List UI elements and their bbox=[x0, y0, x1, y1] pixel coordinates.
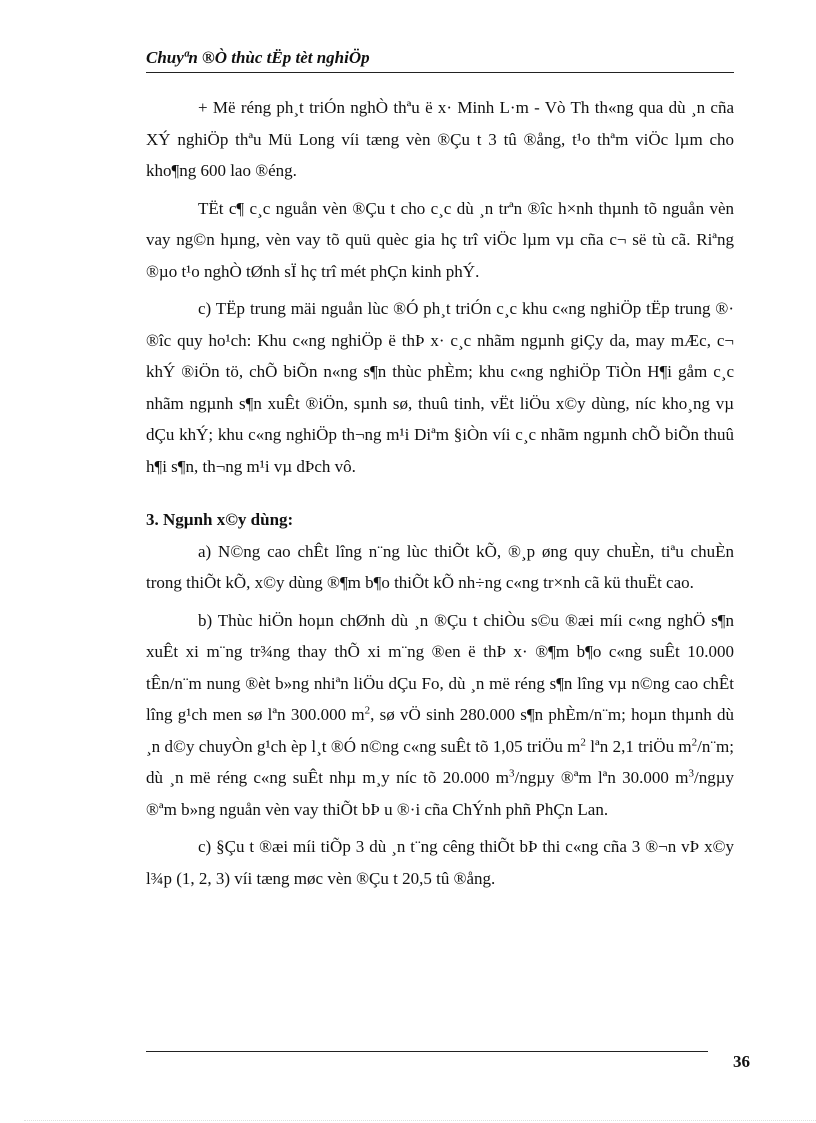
paragraph-cement-projects: b) Thùc hiÖn hoµn chØnh dù ¸n ®Çu t chiÒu s©u ®æi míi c«ng nghÖ s¶n xuÊt xi m¨ng tr¾ng thay thÕ xi m¨ng ®en ë thÞ x· ®¶m b¶o c«ng suÊt 10.000 tÊn/n¨m nung ®èt b»ng nhiªn liÖu dÇu Fo, dù ¸n më réng s¶n lîng vµ n©ng cao chÊt lîng g¹ch men sø lªn 300.000 $m^2$, sø vÖ sinh 280.000 s¶n phÈm/n¨m; hoµn thµnh dù ¸n d©y chuyÒn g¹ch èp l¸t ®Ó n©ng c«ng suÊt tõ 1,05 triÖu $m^2$ lªn 2,1 triÖu $m^2/n¨m$; dù ¸n më réng c«ng suÊt nhµ m¸y níc tõ 20.000 $m^3$/ngµy ®ªm lªn 30.000 $m^3$/ngµy ®ªm b»ng nguån vèn vay thiÕt bÞ u ®·i cña ChÝnh phñ PhÇn Lan. bbox=[146, 610, 734, 819]
paragraph-equipment-investment: c) §Çu t ®æi míi tiÕp 3 dù ¸n t¨ng cêng thiÕt bÞ thi c«ng cña 3 ®¬n vÞ x©y l¾p (1, 2, 3) víi tæng møc vèn ®Çu t 20,5 tû ®ång. bbox=[146, 837, 734, 888]
paragraph-funding-sources: TËt c¶ c¸c nguån vèn ®Çu t cho c¸c dù ¸n trªn ®îc h×nh thµnh tõ nguån vèn vay ng©n hµng, vèn vay tõ quü quèc gia hç trî viÖc lµm vµ cña c¬ së tù cã. Riªng ®µo t¹o nghÒ tØnh sÏ hç trî mét phÇn kinh phÝ. bbox=[146, 198, 734, 281]
header-divider bbox=[146, 72, 734, 73]
page-number: 36 bbox=[733, 1052, 750, 1071]
paragraph-design-quality: a) N©ng cao chÊt lîng n¨ng lùc thiÕt kÕ, ®¸p øng quy chuÈn, tiªu chuÈn trong thiÕt kÕ, x©y dùng ®¶m b¶o thiÕt kÕ nh÷ng c«ng tr×nh cã kü thuËt cao. bbox=[146, 541, 734, 592]
page-body bbox=[146, 92, 734, 900]
paragraph-industrial-zones: c) TËp trung mäi nguån lùc ®Ó ph¸t triÓn c¸c khu c«ng nghiÖp tËp trung ®· ®îc quy ho¹ch: Khu c«ng nghiÖp ë thÞ x· c¸c nhãm ngµnh giÇy da, may mÆc, c¬ khÝ ®iÖn tö, chÕ biÕn n«ng s¶n thùc phÈm; khu c«ng nghiÖp TiÒn H¶i gåm c¸c nhãm ngµnh s¶n xuÊt ®iÖn, sµnh sø, thuû tinh, vËt liÖu x©y dùng, níc kho¸ng vµ dÇu khÝ; khu c«ng nghiÖp th¬ng m¹i Diªm §iÒn víi c¸c nhãm ngµnh chÕ biÕn thuû h¶i s¶n, th¬ng m¹i vµ dÞch vô. bbox=[146, 299, 734, 476]
running-header: Chuyªn ®Ò thùc tËp tèt nghiÖp bbox=[146, 48, 370, 67]
paragraph-embroidery: + Më réng ph¸t triÓn nghÒ thªu ë x· Minh L·m - Vò Th th«ng qua dù ¸n cña XÝ nghiÖp thªu Mü Long víi tæng vèn ®Çu t 3 tû ®ång, t¹o thªm viÖc lµm cho kho¶ng 600 lao ®éng. bbox=[146, 98, 734, 180]
section-heading-construction: 3. Ngµnh x©y dùng: bbox=[146, 510, 294, 529]
page-bottom-edge bbox=[24, 1120, 816, 1121]
footer-divider bbox=[146, 1051, 708, 1052]
